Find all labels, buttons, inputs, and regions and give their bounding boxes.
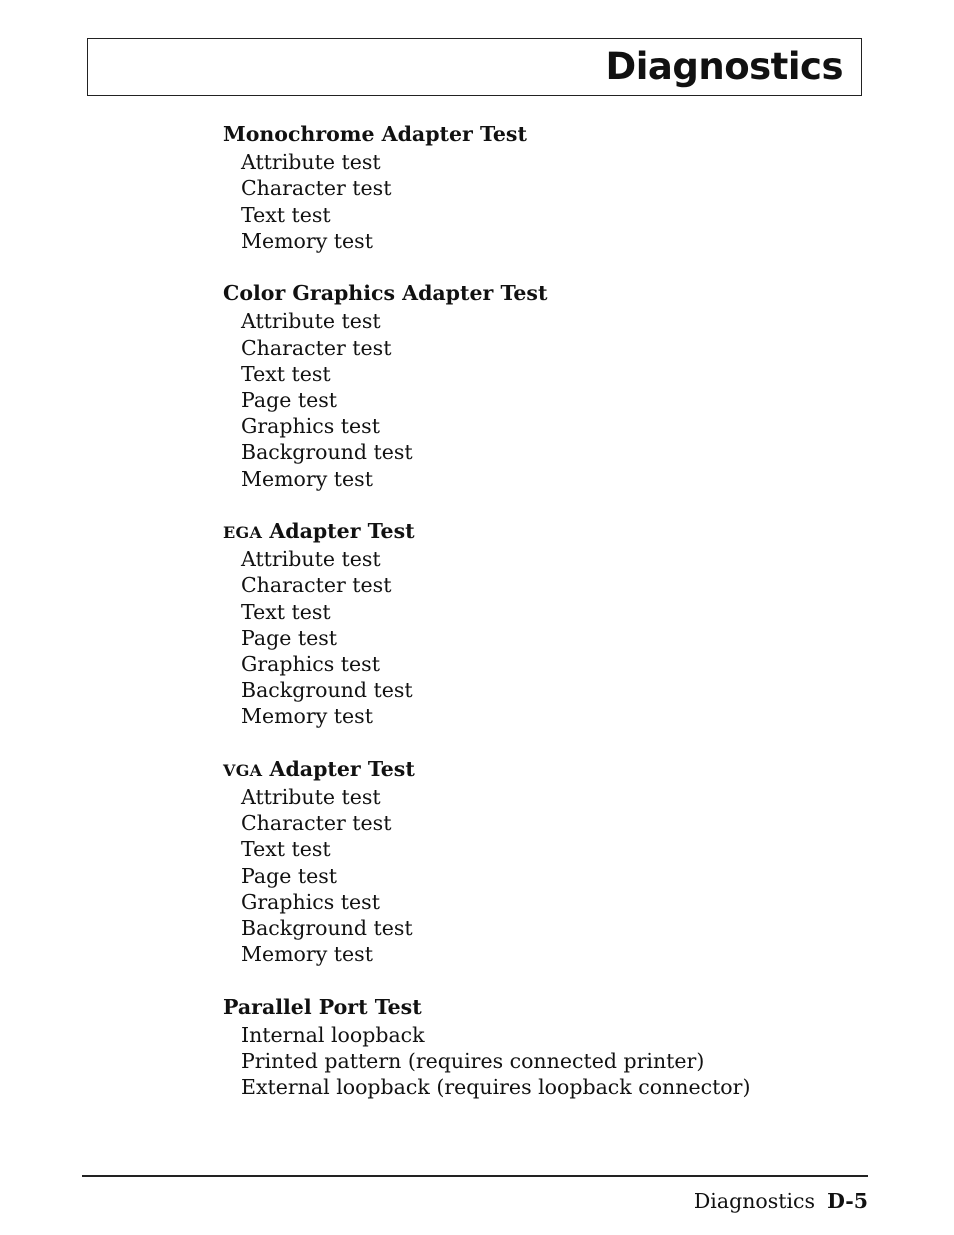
page-title: Diagnostics <box>605 45 843 88</box>
section-color-graphics <box>223 280 863 492</box>
list-item: Graphics test <box>241 889 380 914</box>
heading-text: Color Graphics Adapter Test <box>223 281 548 306</box>
list-item: Background test <box>241 916 413 941</box>
section-heading <box>223 994 863 1022</box>
list-item: Memory test <box>241 228 373 253</box>
list-item: Text test <box>241 837 331 862</box>
section-ega <box>223 518 863 730</box>
section-heading <box>223 756 863 784</box>
footer-label: Diagnostics <box>693 1189 816 1213</box>
list-item: Character test <box>241 811 392 836</box>
list-item: Page test <box>241 388 337 413</box>
list-item: Character test <box>241 573 392 598</box>
heading-text: Adapter Test <box>262 519 415 544</box>
list-item: Text test <box>241 599 331 624</box>
list-item: Character test <box>241 176 392 201</box>
list-item: Page test <box>241 625 337 650</box>
heading-text: Parallel Port Test <box>223 994 422 1019</box>
title-box <box>87 38 862 96</box>
page-footer <box>694 1187 868 1215</box>
list-item: Graphics test <box>241 414 380 439</box>
section-heading <box>223 121 863 149</box>
list-item: Attribute test <box>241 547 381 572</box>
heading-text: Monochrome Adapter Test <box>223 122 527 146</box>
section-heading <box>223 280 863 308</box>
list-item: Memory test <box>241 704 373 729</box>
list-item: Text test <box>241 361 331 386</box>
list-item: Page test <box>241 863 337 888</box>
heading-prefix: EGA <box>223 523 263 543</box>
list-item: Internal loopback <box>241 1022 425 1047</box>
heading-text: Adapter Test <box>262 756 415 781</box>
section-vga <box>223 756 863 968</box>
list-item: Printed pattern (requires connected printer) <box>241 1049 705 1074</box>
list-item: Memory test <box>241 942 373 967</box>
list-item: Background test <box>241 678 413 703</box>
list-item: Text test <box>241 202 331 227</box>
heading-prefix: VGA <box>223 760 263 780</box>
section-monochrome <box>223 121 863 254</box>
list-item: Attribute test <box>241 785 381 810</box>
list-item: External loopback (requires loopback connector) <box>241 1075 751 1100</box>
list-item: Memory test <box>241 466 373 491</box>
section-heading <box>223 518 863 546</box>
list-item: Background test <box>241 440 413 465</box>
page-number: D-5 <box>827 1189 868 1213</box>
list-item: Graphics test <box>241 652 380 677</box>
list-item: Character test <box>241 335 392 360</box>
diagnostics-list <box>223 121 863 1127</box>
footer-divider <box>82 1175 868 1177</box>
section-parallel-port <box>223 994 863 1101</box>
list-item: Attribute test <box>241 150 381 175</box>
list-item: Attribute test <box>241 309 381 334</box>
